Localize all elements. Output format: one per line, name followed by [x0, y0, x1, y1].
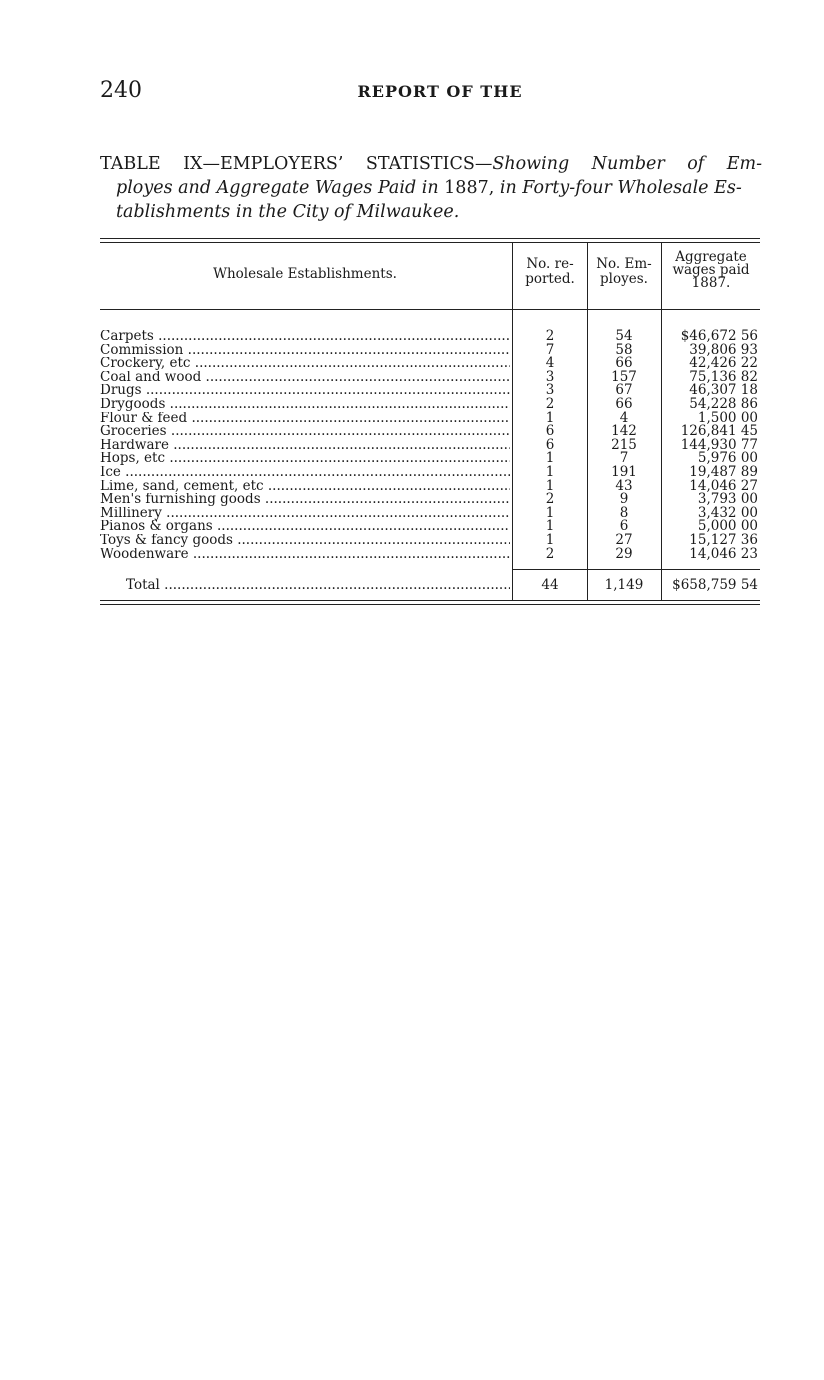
- total-reported: 44: [541, 577, 559, 594]
- table-row: Commission ..... 7 58 39,806 93: [100, 344, 760, 358]
- table-row: Toys & fancy goods ..... 1 27 15,127 36: [100, 534, 760, 548]
- col-divider: [512, 570, 513, 600]
- table-row: Drugs ..... 3 67 46,307 18: [100, 384, 760, 398]
- table-row: Woodenware ..... 2 29 14,046 23: [100, 548, 760, 562]
- table-bottom-rule: [100, 600, 760, 605]
- table-header: [100, 243, 760, 309]
- table-row: Flour & feed ..... 1 4 1,500 00: [100, 412, 760, 426]
- col-header-reported: No. re- ported.: [525, 256, 575, 287]
- running-head: REPORT OF THE: [357, 82, 523, 101]
- table-row: Hardware ..... 6 215 144,930 77: [100, 439, 760, 453]
- total-row: [100, 570, 760, 600]
- table-row: Carpets ..... 2 54 $46,672 56: [100, 330, 760, 344]
- table-row: Drygoods ..... 2 66 54,228 86: [100, 398, 760, 412]
- table-row: Hops, etc ..... 1 7 5,976 00: [100, 452, 760, 466]
- total-wages: $658,759 54: [672, 577, 758, 594]
- wages-table: [100, 238, 760, 605]
- page-number: 240: [100, 78, 142, 103]
- col-header-establishment: Wholesale Establishments.: [213, 266, 397, 282]
- page-header: [100, 78, 760, 106]
- caption-line-2: ployes and Aggregate Wages Paid in 1887, in Forty-four Wholesale Es-: [116, 178, 742, 198]
- table-row: Men's furnishing goods ..... 2 9 3,793 00: [100, 493, 760, 507]
- table-row: Ice ..... 1 191 19,487 89: [100, 466, 760, 480]
- caption-line-1: TABLE IX—EMPLOYERS’ STATISTICS—Showing Number of Em-: [100, 154, 762, 174]
- table-row: Coal and wood ..... 3 157 75,136 82: [100, 371, 760, 385]
- col-divider: [512, 243, 513, 309]
- table-row: Millinery ..... 1 8 3,432 00: [100, 507, 760, 521]
- table-caption: [100, 152, 762, 224]
- table-row: Crockery, etc ..... 4 66 42,426 22: [100, 357, 760, 371]
- table-body: [100, 310, 760, 569]
- total-label: Total .....: [100, 570, 510, 600]
- table-row: Pianos & organs ..... 1 6 5,000 00: [100, 520, 760, 534]
- caption-line-3: tablishments in the City of Milwaukee.: [116, 202, 460, 222]
- table-row: Lime, sand, cement, etc ..... 1 43 14,046 27: [100, 480, 760, 494]
- total-employes: 1,149: [604, 577, 644, 594]
- col-header-wages: Aggregate wages paid 1887.: [672, 249, 750, 291]
- table-row: Groceries ..... 6 142 126,841 45: [100, 425, 760, 439]
- col-header-employes: No. Em- ployes.: [596, 256, 652, 287]
